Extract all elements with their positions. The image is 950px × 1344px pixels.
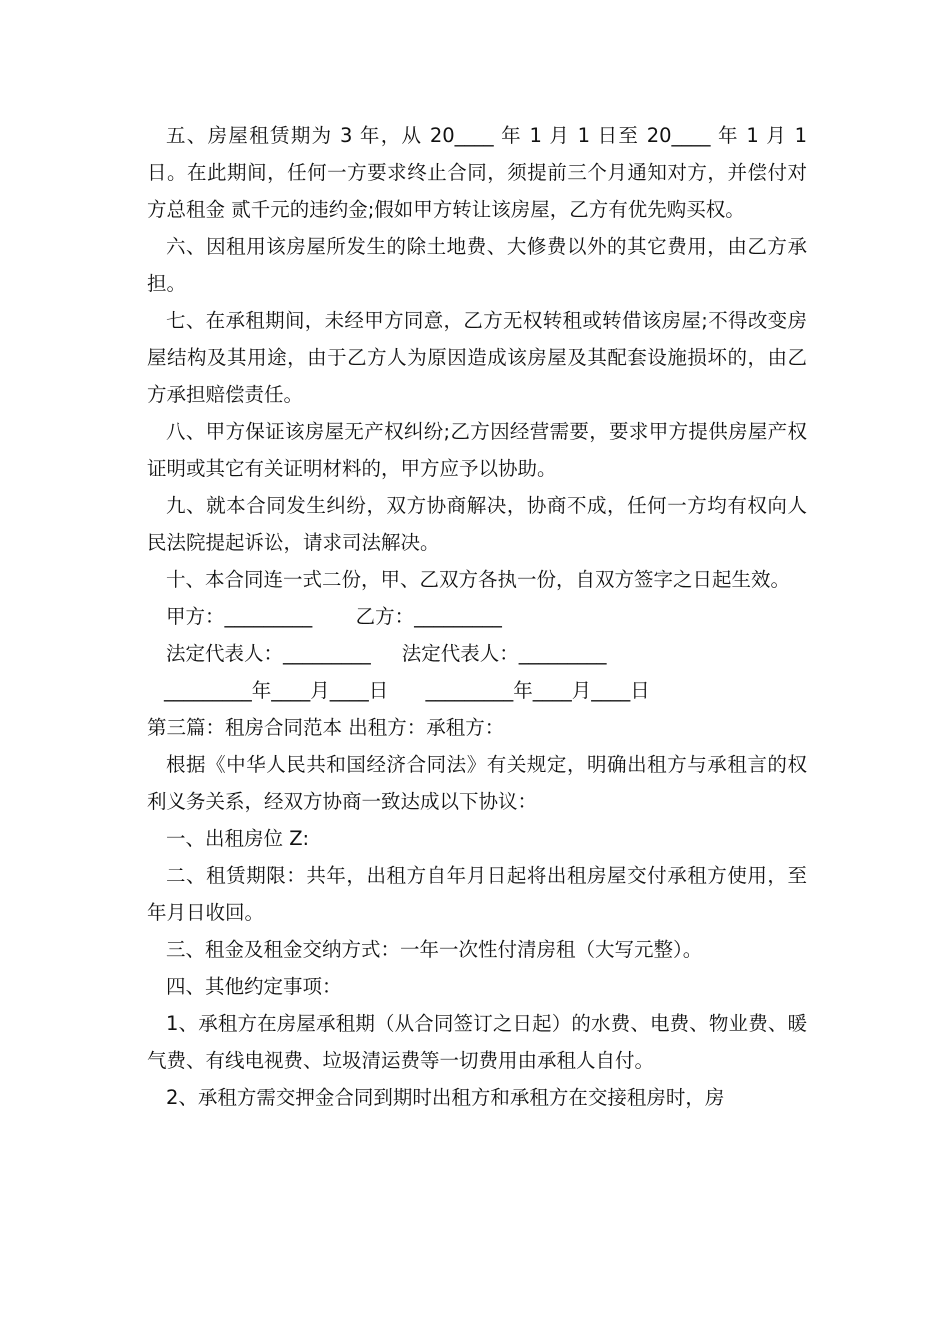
signature-date-line: _________年____月____日 _________年____月____日	[164, 679, 650, 702]
item-1: 一、出租房位 Z:	[166, 827, 310, 850]
intro-paragraph: 根据《中华人民共和国经济合同法》有关规定，明确出租方与承租言的权利义务关系，经双方协商一致达成以下协议：	[147, 753, 807, 813]
signature-party-line: 甲方：_________ 乙方：_________	[166, 605, 502, 628]
item-4-2: 2、承租方需交押金合同到期时出租方和承租方在交接租房时，房	[166, 1086, 725, 1109]
clause-10: 十、本合同连一式二份，甲、乙双方各执一份，自双方签字之日起生效。	[166, 568, 791, 591]
signature-rep-line: 法定代表人：_________ 法定代表人：_________	[166, 642, 607, 665]
section-heading: 第三篇：租房合同范本 出租方：承租方：	[147, 716, 505, 739]
item-3: 三、租金及租金交纳方式：一年一次性付清房租（大写元整）。	[166, 938, 703, 961]
item-2: 二、租赁期限：共年，出租方自年月日起将出租房屋交付承租方使用，至年月日收回。	[147, 864, 807, 924]
item-4: 四、其他约定事项：	[166, 975, 342, 998]
clause-5: 五、房屋租赁期为 3 年，从 20____ 年 1 月 1 日至 20____ 年 1 月 1 日。在此期间，任何一方要求终止合同，须提前三个月通知对方，并偿付对方总租金 贰千元的违约金;假如甲方转让该房屋，乙方有优先购买权。	[147, 124, 807, 221]
item-4-1: 1、承租方在房屋承租期（从合同签订之日起）的水费、电费、物业费、暖气费、有线电视费、垃圾清运费等一切费用由承租人自付。	[147, 1012, 807, 1072]
clause-6: 六、因租用该房屋所发生的除土地费、大修费以外的其它费用，由乙方承担。	[147, 235, 807, 295]
clause-7: 七、在承租期间，未经甲方同意，乙方无权转租或转借该房屋;不得改变房屋结构及其用途，由于乙方人为原因造成该房屋及其配套设施损坏的，由乙方承担赔偿责任。	[147, 309, 807, 406]
clause-9: 九、就本合同发生纠纷，双方协商解决，协商不成，任何一方均有权向人民法院提起诉讼，请求司法解决。	[147, 494, 807, 554]
document-page	[147, 117, 807, 1116]
clause-8: 八、甲方保证该房屋无产权纠纷;乙方因经营需要，要求甲方提供房屋产权证明或其它有关证明材料的，甲方应予以协助。	[147, 420, 807, 480]
